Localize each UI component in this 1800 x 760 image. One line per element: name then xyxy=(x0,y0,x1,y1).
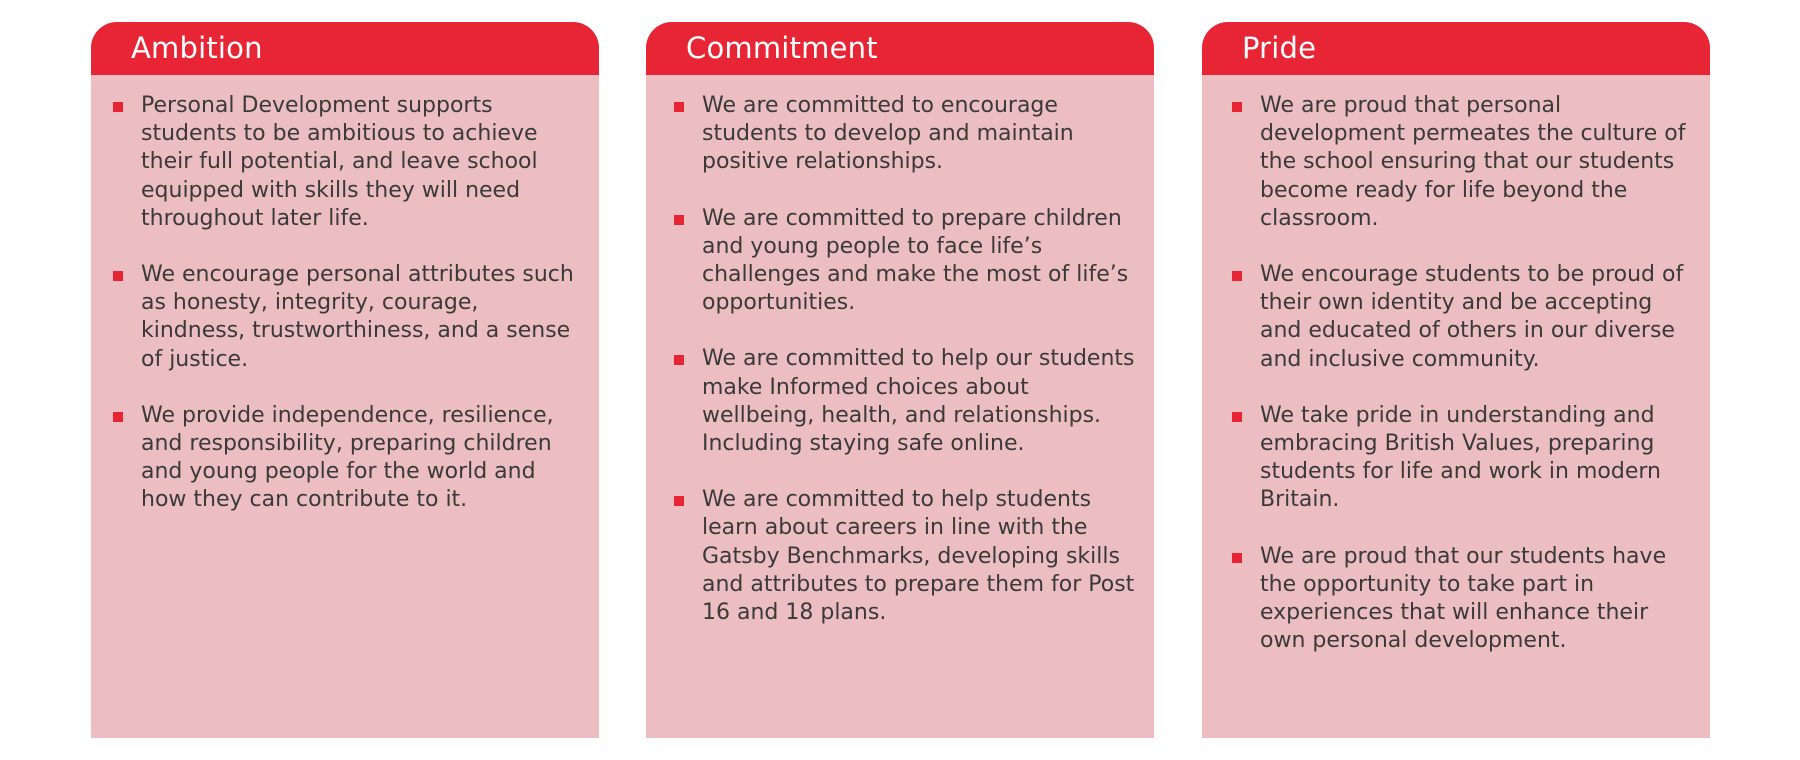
list-item-text: We are proud that our students have the opportunity to take part in experiences that will enhance their own personal development. xyxy=(1260,543,1667,654)
list-item xyxy=(91,92,585,233)
card-commitment xyxy=(646,22,1154,738)
list-item xyxy=(646,345,1140,458)
list-item-text: We are committed to help our students make Informed choices about wellbeing, health, and relationships. Including staying safe online. xyxy=(702,346,1135,457)
list-item-text: We provide independence, resilience, and responsibility, preparing children and young people for the world and how they can contribute to it. xyxy=(141,402,554,513)
list-item xyxy=(1202,402,1696,515)
list-item xyxy=(91,261,585,374)
list-item-text: We are committed to encourage students to develop and maintain positive relationships. xyxy=(702,93,1074,175)
card-bullet-list xyxy=(91,75,599,515)
square-bullet-icon xyxy=(113,271,123,281)
square-bullet-icon xyxy=(674,215,684,225)
card-ambition xyxy=(91,22,599,738)
card-title: Commitment xyxy=(646,22,1154,75)
list-item xyxy=(1202,543,1696,656)
list-item-text: We are proud that personal development permeates the culture of the school ensuring that our students become ready for life beyond the classroom. xyxy=(1260,93,1686,231)
square-bullet-icon xyxy=(113,102,123,112)
square-bullet-icon xyxy=(1232,271,1242,281)
list-item xyxy=(1202,92,1696,233)
list-item xyxy=(91,402,585,515)
list-item xyxy=(646,205,1140,318)
card-title: Pride xyxy=(1202,22,1710,75)
card-title: Ambition xyxy=(91,22,599,75)
square-bullet-icon xyxy=(674,496,684,506)
square-bullet-icon xyxy=(674,102,684,112)
card-pride xyxy=(1202,22,1710,738)
list-item xyxy=(646,92,1140,177)
list-item-text: We encourage personal attributes such as honesty, integrity, courage, kindness, trustworthiness, and a sense of justice. xyxy=(141,262,574,372)
list-item-text: We take pride in understanding and embracing British Values, preparing students for life and work in modern Britain. xyxy=(1260,402,1661,513)
square-bullet-icon xyxy=(113,412,123,422)
list-item xyxy=(646,486,1140,627)
square-bullet-icon xyxy=(1232,102,1242,112)
square-bullet-icon xyxy=(674,355,684,365)
list-item-text: We encourage students to be proud of their own identity and be accepting and educated of others in our diverse and inclusive community. xyxy=(1260,262,1684,372)
square-bullet-icon xyxy=(1232,412,1242,422)
card-bullet-list xyxy=(1202,75,1710,655)
list-item-text: We are committed to prepare children and young people to face life’s challenges and make the most of life’s opportunities. xyxy=(702,205,1129,316)
list-item-text: Personal Development supports students to be ambitious to achieve their full potential, and leave school equipped with skills they will need throughout later life. xyxy=(141,93,538,231)
card-bullet-list xyxy=(646,75,1154,627)
square-bullet-icon xyxy=(1232,553,1242,563)
list-item-text: We are committed to help students learn about careers in line with the Gatsby Benchmarks, developing skills and attributes to prepare them for Post 16 and 18 plans. xyxy=(702,487,1135,626)
list-item xyxy=(1202,261,1696,374)
